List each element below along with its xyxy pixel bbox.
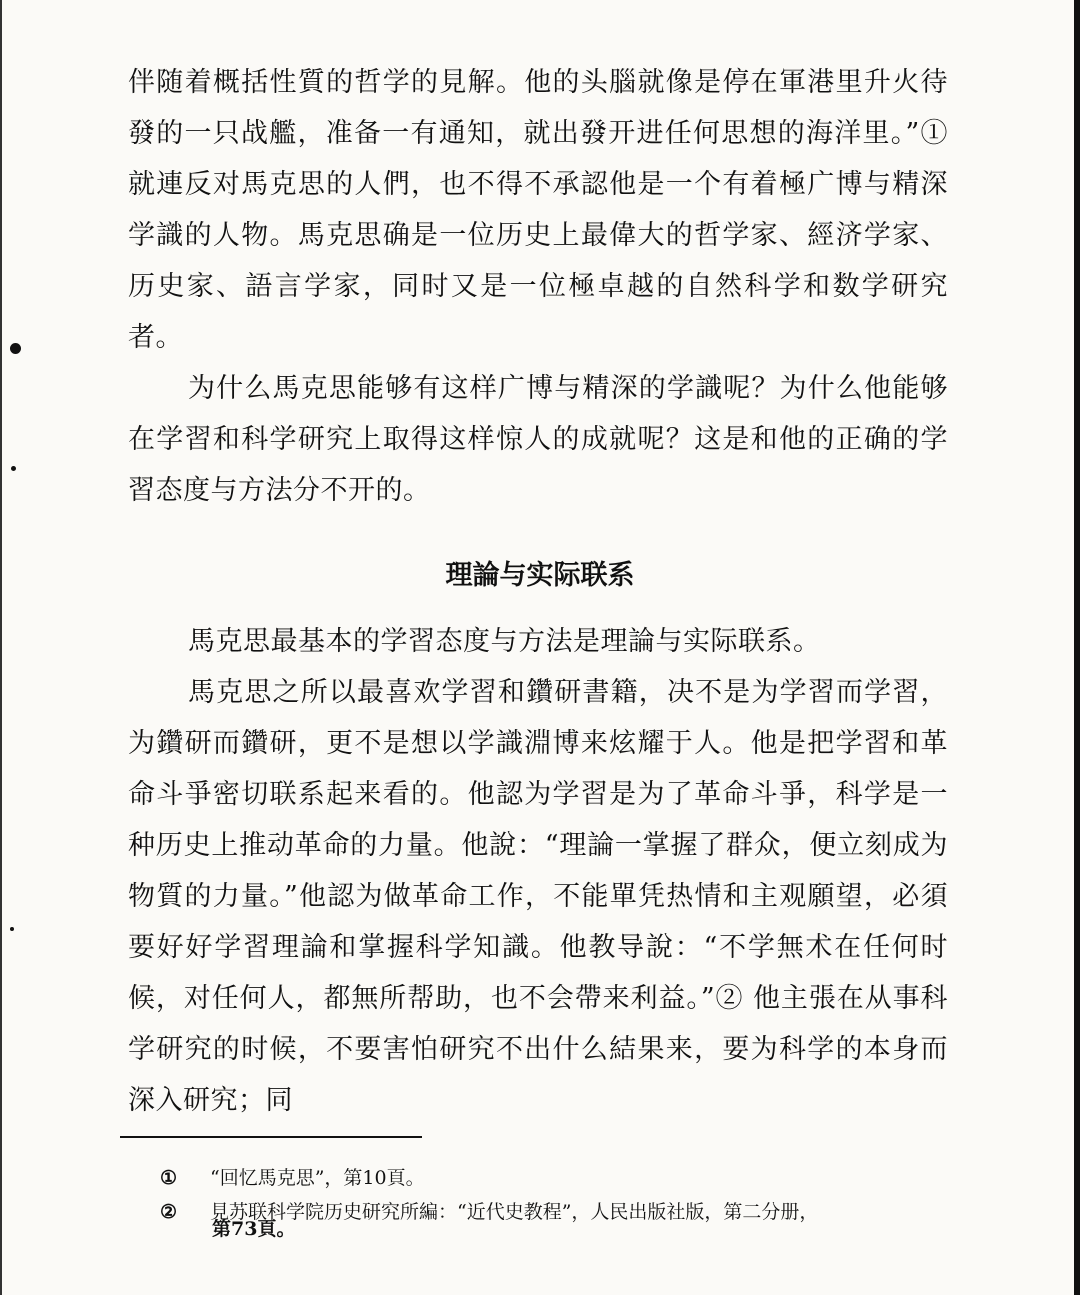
paragraph: 馬克思之所以最喜欢学習和鑽研書籍，决不是为学習而学習，为鑽研而鑽研，更不是想以学識淵博来炫耀于人。他是把学習和革命斗爭密切联系起来看的。他認为学習是为了革命斗爭，科学是一种历史上推动革命的力量。他說：“理論一掌握了群众，便立刻成为物質的力量。”他認为做革命工作，不能單凭热情和主观願望，必須要好好学習理論和掌握科学知識。他教导說：“不学無术在任何时候，对任何人，都無所帮助，也不会帶来利益。”② 他主張在从事科学研究的时候，不要害怕研究不出什么結果来，要为科学的本身而深入研究；同 [128, 677, 948, 1116]
paragraph: 馬克思最基本的学習态度与方法是理論与实际联系。 [188, 626, 821, 657]
section-heading: 理論与实际联系 [445, 560, 635, 591]
page-right-edge [1074, 0, 1080, 1295]
footnote-marker: ① [160, 1167, 178, 1189]
footnote-1 [160, 1162, 950, 1194]
footnote-text: 見苏联科学院历史研究所編：“近代史教程”，人民出版社版，第二分册， [210, 1201, 819, 1223]
speck-mark [10, 343, 21, 354]
speck-mark [10, 927, 14, 931]
footnote-divider [120, 1136, 422, 1138]
page-left-edge [0, 0, 2, 1295]
footnote-marker: ② [160, 1201, 178, 1223]
body-text-bottom [128, 616, 948, 1126]
footnote-page-ref: 第73頁。 [212, 1218, 296, 1240]
speck-mark [11, 466, 16, 471]
paragraph: 为什么馬克思能够有这样广博与精深的学識呢？为什么他能够在学習和科学研究上取得这样惊人的成就呢？这是和他的正确的学習态度与方法分不开的。 [128, 373, 948, 506]
body-text-top [128, 57, 948, 516]
paragraph: 伴随着概括性質的哲学的見解。他的头腦就像是停在軍港里升火待發的一只战艦，准备一有通知，就出發开进任何思想的海洋里。”① 就連反对馬克思的人們，也不得不承認他是一个有着極广博与精深学識的人物。馬克思确是一位历史上最偉大的哲学家、經济学家、历史家、語言学家，同时又是一位極卓越的自然科学和数学研究者。 [128, 67, 948, 353]
footnote-text: “回忆馬克思”，第10頁。 [210, 1167, 425, 1189]
